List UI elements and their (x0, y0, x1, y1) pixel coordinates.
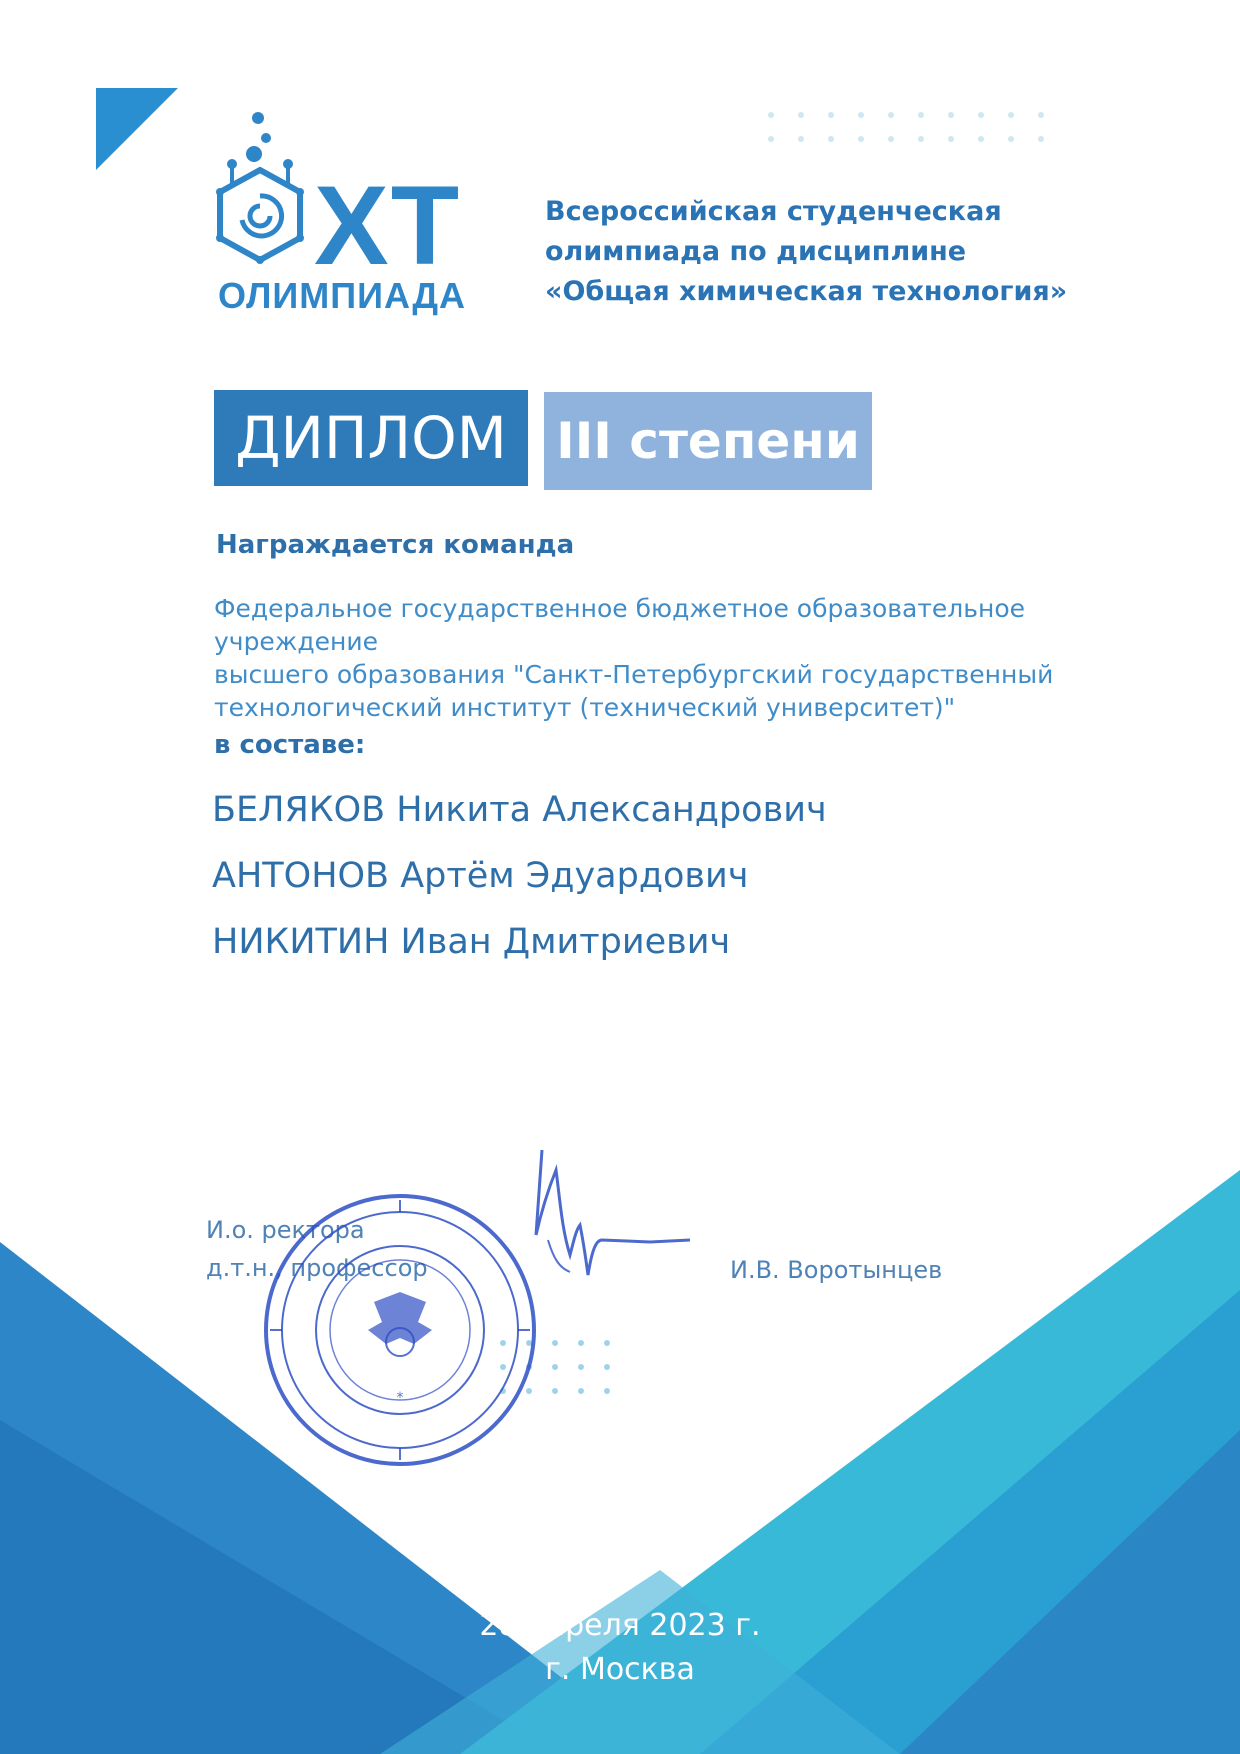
official-seal-stamp (262, 1192, 538, 1468)
olympiad-logo (210, 108, 490, 318)
decorative-dot (858, 112, 864, 118)
decorative-dot (798, 112, 804, 118)
decorative-dot (1008, 112, 1014, 118)
decorative-dot (888, 136, 894, 142)
decorative-dot (798, 136, 804, 142)
decorative-dot (918, 112, 924, 118)
decorative-dot (828, 112, 834, 118)
logo-word: ОЛИМПИАДА (218, 275, 466, 316)
diploma-label: ДИПЛОМ (214, 390, 528, 486)
decorative-dot (948, 112, 954, 118)
award-city: г. Москва (545, 1652, 695, 1687)
decorative-dot (1038, 136, 1044, 142)
corner-triangle-decoration (96, 88, 178, 170)
team-member: БЕЛЯКОВ Никита Александрович (212, 790, 827, 830)
institution-line: технологический институт (технический университет)" (214, 693, 956, 722)
handwritten-signature (530, 1140, 700, 1310)
award-date: 28 апреля 2023 г. (479, 1608, 761, 1643)
institution-name (214, 592, 1174, 724)
signer-position: И.о. ректора (206, 1216, 365, 1244)
decorative-dot (578, 1340, 584, 1346)
decorative-dot (978, 136, 984, 142)
decorative-dot (578, 1364, 584, 1370)
composition-label: в составе: (214, 730, 366, 760)
svg-text:*: * (396, 1390, 404, 1406)
signer-name: И.В. Воротынцев (730, 1256, 943, 1284)
team-member: НИКИТИН Иван Дмитриевич (212, 922, 731, 962)
decorative-dot (552, 1364, 558, 1370)
decorative-dot (918, 136, 924, 142)
decorative-dot (604, 1364, 610, 1370)
title-line: «Общая химическая технология» (545, 276, 1068, 307)
award-heading: Награждается команда (216, 530, 575, 560)
olympiad-title (545, 192, 1105, 312)
diploma-degree: III степени (544, 392, 872, 490)
decorative-dot (768, 112, 774, 118)
dots-decoration (768, 112, 1068, 156)
decorative-dot (948, 136, 954, 142)
decorative-dot (552, 1340, 558, 1346)
decorative-dot (828, 136, 834, 142)
decorative-dot (552, 1388, 558, 1394)
decorative-dot (1008, 136, 1014, 142)
decorative-dot (578, 1388, 584, 1394)
decorative-dot (858, 136, 864, 142)
decorative-dot (604, 1388, 610, 1394)
decorative-dot (978, 112, 984, 118)
team-member: АНТОНОВ Артём Эдуардович (212, 856, 749, 896)
title-line: Всероссийская студенческая (545, 196, 1002, 227)
institution-line: высшего образования "Санкт-Петербургский государственный (214, 660, 1054, 689)
decorative-dot (604, 1340, 610, 1346)
flask-atom-icon (210, 108, 320, 278)
logo-mark: ХТ (314, 163, 462, 288)
decorative-dot (768, 136, 774, 142)
decorative-dot (888, 112, 894, 118)
signer-degree: д.т.н., профессор (206, 1254, 428, 1282)
title-line: олимпиада по дисциплине (545, 236, 967, 267)
decorative-dot (1038, 112, 1044, 118)
institution-line: Федеральное государственное бюджетное образовательное учреждение (214, 594, 1026, 656)
